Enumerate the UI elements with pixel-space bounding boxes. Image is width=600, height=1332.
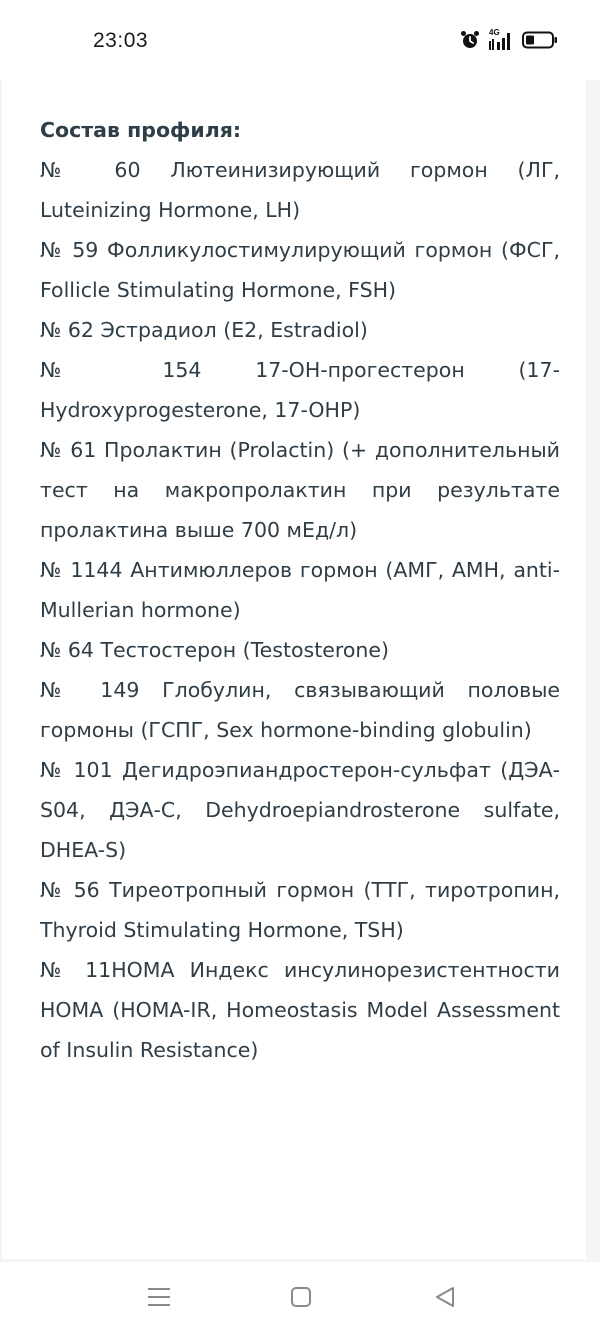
home-button[interactable]: [286, 1284, 316, 1314]
navigation-bar: [0, 1262, 600, 1332]
test-item: № 60 Лютеинизирующий гормон (ЛГ, Luteinizing Hormone, LH): [40, 158, 560, 222]
profile-heading: Состав профиля:: [40, 118, 242, 142]
test-item: № 154 17-ОН-прогестерон (17-Hydroxyprogesterone, 17-OHP): [40, 358, 560, 422]
alarm-clock-icon: [460, 30, 480, 50]
test-item: № 61 Пролактин (Prolactin) (+ дополнительный тест на макропролактин при результате пролактина выше 700 мЕд/л): [40, 438, 560, 542]
content-card: [2, 62, 586, 1259]
back-button[interactable]: [430, 1284, 460, 1314]
network-type-label: 4G: [489, 28, 500, 37]
profile-composition: [40, 110, 560, 1070]
test-item: № 59 Фолликулостимулирующий гормон (ФСГ, Follicle Stimulating Hormone, FSH): [40, 238, 560, 302]
signal-icon: [489, 30, 513, 50]
test-item: № 1144 Антимюллеров гормон (АМГ, AMH, anti-Mullerian hormone): [40, 558, 560, 622]
back-triangle-icon: [433, 1285, 457, 1313]
test-item: № 11HOMA Индекс инсулинорезистентности HOMA (HOMA-IR, Homeostasis Model Assessment of Insulin Resistance): [40, 958, 560, 1062]
menu-button[interactable]: [144, 1284, 174, 1314]
home-square-icon: [289, 1285, 313, 1313]
test-item: № 149 Глобулин, связывающий половые гормоны (ГСПГ, Sex hormone-binding globulin): [40, 678, 560, 742]
battery-icon: [522, 31, 558, 49]
status-time: 23:03: [93, 29, 149, 52]
test-item: № 56 Тиреотропный гормон (ТТГ, тиротропин, Thyroid Stimulating Hormone, TSH): [40, 878, 560, 942]
test-item: № 101 Дегидроэпиандростерон-сульфат (ДЭА-S04, ДЭА-С, Dehydroepiandrosterone sulfate, DHEA-S): [40, 758, 560, 862]
menu-icon: [146, 1285, 172, 1313]
status-icons: [460, 28, 558, 52]
test-item: № 62 Эстрадиол (E2, Estradiol): [40, 318, 368, 342]
test-item: № 64 Тестостерон (Testosterone): [40, 638, 389, 662]
